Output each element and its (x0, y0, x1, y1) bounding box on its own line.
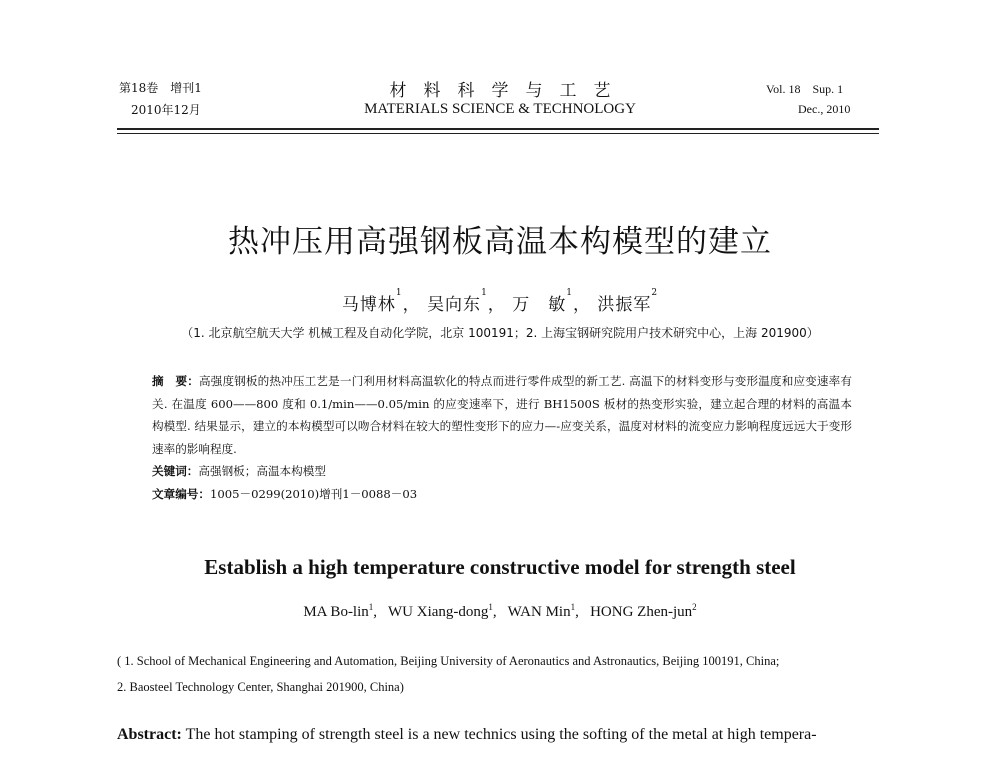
date-cn: 2010年12月 (131, 103, 201, 117)
paper-title-en: Establish a high temperature constructive model for strength steel (204, 555, 796, 579)
article-number: 1005－0299(2010)增刊1－0088－03 (209, 486, 418, 501)
journal-title-cn: 材 料 科 学 与 工 艺 (389, 81, 611, 101)
abstract-en-label: Abstract: (117, 726, 182, 743)
author-list-en: MA Bo-lin$^1$, WU Xiang-dong$^1$, WAN Min$^1$, HONG Zhen-jun$^2$ (303, 602, 697, 620)
affiliation-en (117, 648, 882, 700)
author-en: HONG Zhen-jun$^2$ (590, 602, 697, 620)
author-en: MA Bo-lin$^1$ (303, 602, 374, 620)
header-rule-thick (117, 128, 879, 130)
abstract-en (117, 722, 887, 748)
author-cn: 万 敏$^1$ (512, 288, 573, 315)
volume-cn: 第18卷 增刊1 (119, 81, 202, 95)
keywords-cn-text: 高强钢板；高温本构模型 (198, 464, 326, 479)
author-cn: 吴向东$^1$ (427, 288, 488, 315)
author-cn: 马博林$^1$ (341, 288, 403, 315)
date-en: Dec., 2010 (798, 102, 851, 116)
author-list-cn: 马博林$^1$， 吴向东$^1$， 万 敏$^1$， 洪振军$^2$ (341, 288, 659, 315)
article-number-label: 文章编号： (152, 486, 210, 501)
abstract-cn-label: 摘 要： (152, 374, 199, 388)
author-en: WAN Min$^1$ (507, 602, 576, 620)
affiliation-en-line-2: 2. Baosteel Technology Center, Shanghai 201900, China) (117, 680, 404, 694)
journal-title-en: MATERIALS SCIENCE & TECHNOLOGY (364, 101, 636, 117)
abstract-en-text: The hot stamping of strength steel is a new technics using the softing of the metal at high tempera- (185, 726, 817, 743)
paper-title-cn: 热冲压用高强钢板高温本构模型的建立 (228, 224, 772, 260)
author-en: WU Xiang-dong$^1$ (388, 602, 493, 620)
abstract-cn (152, 370, 852, 506)
header-rule-thin (117, 133, 879, 134)
author-cn: 洪振军$^2$ (597, 288, 659, 315)
volume-en: Vol. 18 Sup. 1 (766, 82, 844, 96)
abstract-cn-text: 高强度钢板的热冲压工艺是一门利用材料高温软化的特点而进行零件成型的新工艺. 高温下的材料变形与变形温度和应变速率有关. 在温度 600——800 度和 0.1/min——0.05/min 的应变速率下，进行 BH1500S 板材的热变形实验，建立起合理的材料的高温本构模型. 结果显示，建立的本构模型可以吻合材料在较大的塑性变形下的应力—-应变关系，温度对材料的流变应力影响程度远远大于变形速率的影响程度. (152, 374, 852, 456)
keywords-cn-label: 关键词： (152, 464, 199, 479)
affiliation-cn: （1. 北京航空航天大学 机械工程及自动化学院，北京 100191；2. 上海宝钢研究院用户技术研究中心，上海 201900） (181, 326, 819, 340)
affiliation-en-line-1: ( 1. School of Mechanical Engineering and Automation, Beijing University of Aeronautics and Astronautics, Beijing 100191, China; (117, 654, 780, 668)
